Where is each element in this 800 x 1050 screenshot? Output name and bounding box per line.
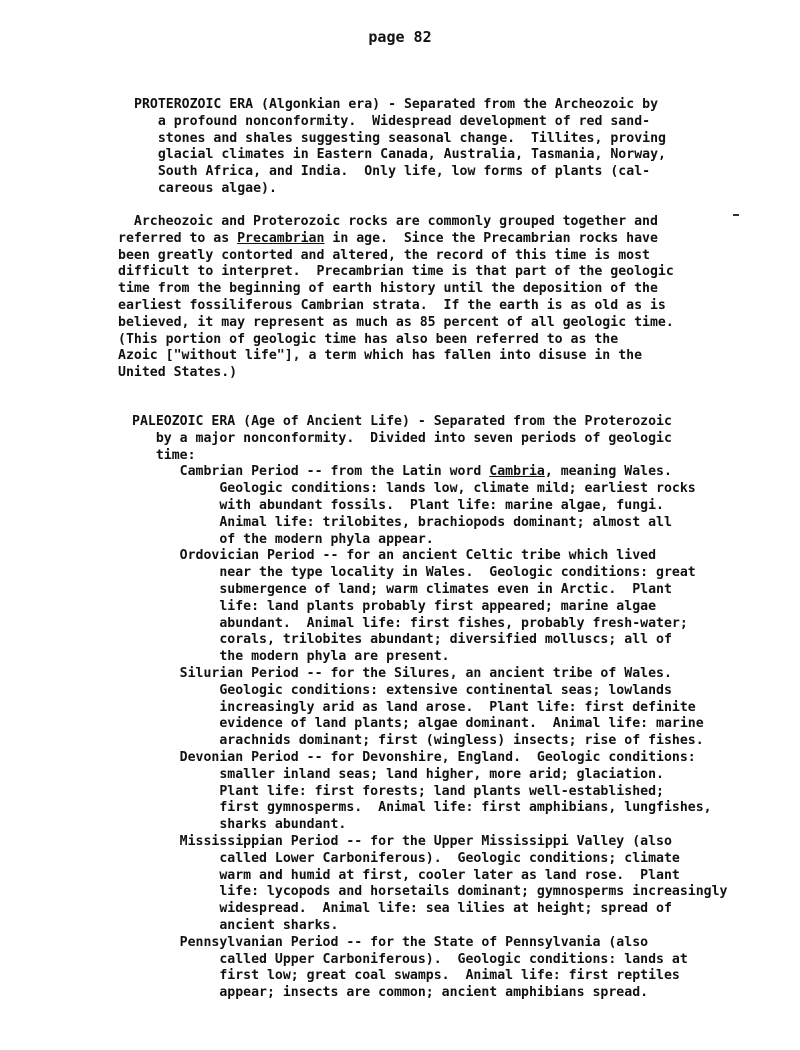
text-line: Archeozoic and Proterozoic rocks are commonly grouped together and — [118, 214, 658, 229]
text-line: near the type locality in Wales. Geologic conditions: great — [132, 565, 696, 581]
text-line: a profound nonconformity. Widespread development of red sand- — [134, 113, 651, 129]
paleozoic-section — [132, 414, 727, 1002]
proterozoic-paragraph — [134, 97, 666, 198]
text-line: life: lycopods and horsetails dominant; gymnosperms increasingly — [132, 884, 728, 900]
precambrian-term: Precambrian — [237, 230, 325, 246]
text-line: Azoic ["without life"], a term which has fallen into disuse in the — [118, 348, 643, 364]
text-line: of the modern phyla appear. — [132, 531, 434, 547]
text-line: United States.) — [118, 365, 238, 381]
text-line: Geologic conditions: lands low, climate mild; earliest rocks — [132, 481, 696, 497]
text-line: called Lower Carboniferous). Geologic conditions; climate — [132, 850, 680, 866]
text-line: life: land plants probably first appeared; marine algae — [132, 598, 657, 614]
text-line: widespread. Animal life: sea lilies at height; spread of — [132, 901, 672, 917]
text-line: the modern phyla are present. — [132, 649, 450, 665]
text-line: PALEOZOIC ERA (Age of Ancient Life) - Separated from the Proterozoic — [132, 414, 672, 429]
text-segment: , meaning Wales. — [544, 464, 672, 480]
text-line: first low; great coal swamps. Animal life: first reptiles — [132, 968, 680, 984]
text-line: South Africa, and India. Only life, low forms of plants (cal- — [134, 164, 651, 180]
devonian-heading: Devonian Period -- for Devonshire, England. Geologic conditions: — [132, 749, 696, 765]
text-line: time from the beginning of earth history until the deposition of the — [118, 281, 658, 297]
text-line: Geologic conditions: extensive continental seas; lowlands — [132, 682, 672, 698]
text-line: PROTEROZOIC ERA (Algonkian era) - Separated from the Archeozoic by — [134, 97, 659, 112]
text-line: smaller inland seas; land higher, more arid; glaciation. — [132, 766, 664, 782]
text-line: earliest fossiliferous Cambrian strata. If the earth is as old as is — [118, 297, 666, 313]
text-line: first gymnosperms. Animal life: first amphibians, lungfishes, — [132, 800, 712, 816]
text-line: glacial climates in Eastern Canada, Australia, Tasmania, Norway, — [134, 147, 666, 163]
cambria-term: Cambria — [489, 464, 545, 480]
pennsylvanian-heading: Pennsylvanian Period -- for the State of Pennsylvania (also — [132, 934, 649, 950]
mississippian-heading: Mississippian Period -- for the Upper Mississippi Valley (also — [132, 833, 672, 849]
text-line: difficult to interpret. Precambrian time is that part of the geologic — [118, 264, 674, 280]
text-line — [118, 231, 674, 248]
silurian-heading: Silurian Period -- for the Silures, an ancient tribe of Wales. — [132, 665, 672, 681]
text-line: called Upper Carboniferous). Geologic conditions: lands at — [132, 951, 688, 967]
text-line: appear; insects are common; ancient amphibians spread. — [132, 985, 649, 1001]
text-segment: referred to as — [118, 230, 238, 246]
text-line: ancient sharks. — [132, 917, 339, 933]
page-number: page 82 — [368, 28, 432, 46]
text-line: corals, trilobites abundant; diversified molluscs; all of — [132, 632, 672, 648]
text-line: sharks abundant. — [132, 817, 347, 833]
text-line: been greatly contorted and altered, the record of this time is most — [118, 247, 650, 263]
text-segment: in age. Since the Precambrian rocks have — [324, 230, 658, 246]
text-line: abundant. Animal life: first fishes, probably fresh-water; — [132, 615, 688, 631]
text-line: increasingly arid as land arose. Plant life: first definite — [132, 699, 696, 715]
precambrian-paragraph — [118, 214, 674, 382]
text-line: believed, it may represent as much as 85 percent of all geologic time. — [118, 314, 674, 330]
cambrian-heading — [132, 464, 727, 481]
text-line: time: — [132, 447, 196, 463]
text-line: stones and shales suggesting seasonal change. Tillites, proving — [134, 130, 666, 146]
text-line: submergence of land; warm climates even in Arctic. Plant — [132, 581, 672, 597]
text-segment: Cambrian Period -- from the Latin word — [132, 464, 490, 480]
text-line: warm and humid at first, cooler later as land rose. Plant — [132, 867, 680, 883]
text-line: arachnids dominant; first (wingless) insects; rise of fishes. — [132, 733, 704, 749]
text-line: with abundant fossils. Plant life: marine algae, fungi. — [132, 497, 664, 513]
text-line: careous algae). — [134, 180, 277, 196]
text-line: (This portion of geologic time has also been referred to as the — [118, 331, 619, 347]
margin-mark — [733, 214, 739, 216]
text-line: by a major nonconformity. Divided into seven periods of geologic — [132, 430, 672, 446]
ordovician-heading: Ordovician Period -- for an ancient Celtic tribe which lived — [132, 548, 657, 564]
text-line: Animal life: trilobites, brachiopods dominant; almost all — [132, 514, 672, 530]
text-line: Plant life: first forests; land plants well-established; — [132, 783, 664, 799]
text-line: evidence of land plants; algae dominant. Animal life: marine — [132, 716, 704, 732]
